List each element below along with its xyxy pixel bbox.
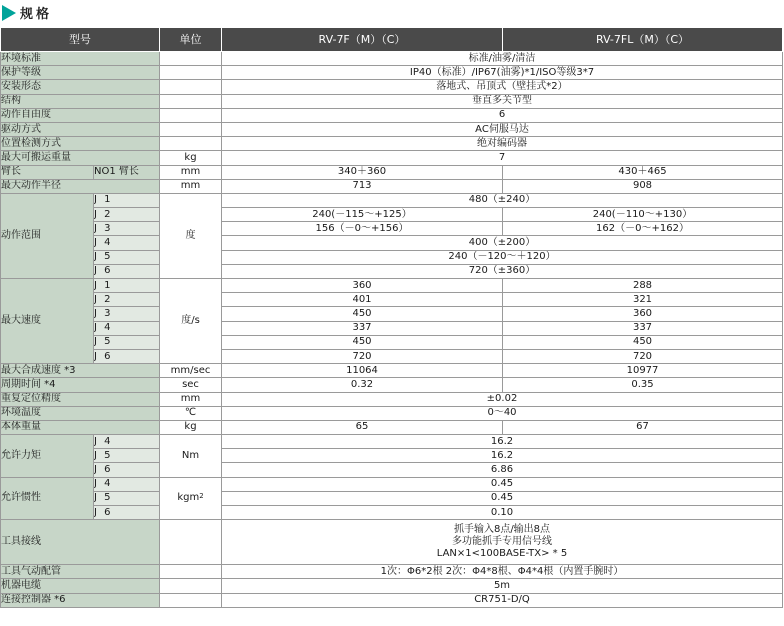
joint-label: J 4 [94,321,160,335]
wiring-line: 多功能抓手专用信号线 [452,536,552,548]
row-value-col1: 65 [222,420,503,434]
row-value: 垂直多关节型 [222,94,783,108]
row-label: 环境温度 [1,406,160,420]
row-label: 结构 [1,94,160,108]
joint-label: J 6 [94,264,160,278]
row-unit [160,579,222,593]
header-unit: 单位 [160,28,222,52]
row-value: ±0.02 [222,392,783,406]
header-model: 型号 [1,28,160,52]
row-unit [160,122,222,136]
row-value-col1: 11064 [222,364,503,378]
row-value: IP40（标准）/IP67(油雾)*1/ISO等级3*7 [222,66,783,80]
row-unit [160,94,222,108]
table-row [1,335,783,349]
joint-label: J 4 [94,236,160,250]
joint-label: J 6 [94,506,160,520]
section-title-bar [0,0,784,26]
table-row [1,307,783,321]
row-unit: sec [160,378,222,392]
row-value-col1: 340＋360 [222,165,503,179]
group-unit: Nm [160,435,222,478]
table-row [1,349,783,363]
group-unit: 度/s [160,279,222,364]
row-unit: kg [160,151,222,165]
row-value: 16.2 [222,449,783,463]
row-unit [160,108,222,122]
joint-label: J 5 [94,449,160,463]
table-row [1,406,783,420]
row-value-col2: 288 [503,279,783,293]
table-row [1,94,783,108]
group-label-allowable-moment: 允许力矩 [1,435,94,478]
table-row [1,293,783,307]
group-label-motion-range: 动作范围 [1,193,94,278]
joint-label: J 5 [94,491,160,505]
table-row [1,80,783,94]
table-row [1,520,783,565]
row-value: 16.2 [222,435,783,449]
row-unit [160,565,222,579]
table-row [1,137,783,151]
row-label: 最大可搬运重量 [1,151,160,165]
row-value-col1: 450 [222,307,503,321]
row-label: 本体重量 [1,420,160,434]
joint-label: J 3 [94,307,160,321]
row-value-col2: 908 [503,179,783,193]
table-row [1,477,783,491]
row-value-col2: 450 [503,335,783,349]
row-value: CR751-D/Q [222,593,783,607]
table-row [1,579,783,593]
group-unit: 度 [160,193,222,278]
table-row [1,321,783,335]
row-label: 机器电缆 [1,579,160,593]
row-value-col2: 240(－110～+130） [503,208,783,222]
row-value-col1: 156（－0～+156） [222,222,503,236]
row-value-col2: 720 [503,349,783,363]
row-value-col2: 360 [503,307,783,321]
row-value-col2: 430＋465 [503,165,783,179]
row-value: 1次：Φ6*2根 2次：Φ4*8根、Φ4*4根（内置手腕时） [222,565,783,579]
row-value: 6.86 [222,463,783,477]
joint-label: J 2 [94,293,160,307]
table-row [1,378,783,392]
row-label: 最大动作半径 [1,179,160,193]
joint-label: J 4 [94,435,160,449]
row-value-col1: 720 [222,349,503,363]
row-value-col1: 450 [222,335,503,349]
row-value-col2: 321 [503,293,783,307]
joint-label: J 2 [94,208,160,222]
table-row [1,435,783,449]
row-unit [160,520,222,565]
row-value-col2: 162（－0～+162） [503,222,783,236]
row-unit: ℃ [160,406,222,420]
joint-label: J 1 [94,279,160,293]
row-value-col2: 10977 [503,364,783,378]
table-row [1,52,783,66]
table-row [1,565,783,579]
joint-label: J 5 [94,250,160,264]
table-header-row [1,28,783,52]
row-label: 连接控制器 *6 [1,593,160,607]
row-value: 400（±200） [222,236,783,250]
row-label: 位置检测方式 [1,137,160,151]
row-unit: mm [160,179,222,193]
row-value: 标准/油雾/清洁 [222,52,783,66]
row-unit [160,66,222,80]
row-label: 臂长 [1,165,94,179]
joint-label: J 6 [94,463,160,477]
row-unit [160,52,222,66]
row-label: 最大合成速度 *3 [1,364,160,378]
wiring-line: 抓手输入8点/输出8点 [453,524,551,536]
row-label: 保护等级 [1,66,160,80]
row-unit [160,80,222,94]
table-row [1,420,783,434]
row-unit: mm [160,165,222,179]
row-value-col1: 360 [222,279,503,293]
header-col1: RV-7F（M）（C） [222,28,503,52]
row-value: 绝对编码器 [222,137,783,151]
row-value-col2: 67 [503,420,783,434]
joint-label: J 6 [94,349,160,363]
unit-superscript: 2 [199,492,204,501]
row-value-col1: 0.32 [222,378,503,392]
table-row [1,491,783,505]
row-label: 驱动方式 [1,122,160,136]
table-row [1,165,783,179]
header-col2: RV-7FL（M）（C） [503,28,783,52]
table-row [1,593,783,607]
row-sublabel: NO1 臂长 [94,165,160,179]
joint-label: J 3 [94,222,160,236]
table-row [1,392,783,406]
row-value: 480（±240） [222,193,783,207]
row-value: 0～40 [222,406,783,420]
table-row [1,179,783,193]
row-label: 安装形态 [1,80,160,94]
table-row [1,279,783,293]
row-value: 5m [222,579,783,593]
play-arrow-icon [2,5,16,21]
row-label: 环境标准 [1,52,160,66]
group-label-max-speed: 最大速度 [1,279,94,364]
row-unit: kg [160,420,222,434]
table-row [1,208,783,222]
row-label: 工具气动配管 [1,565,160,579]
table-row [1,364,783,378]
row-unit [160,137,222,151]
table-row [1,122,783,136]
row-label: 动作自由度 [1,108,160,122]
row-value: 0.45 [222,477,783,491]
row-value-col2: 0.35 [503,378,783,392]
row-value: AC伺服马达 [222,122,783,136]
spec-table [0,27,783,608]
row-value: 7 [222,151,783,165]
row-value-col1: 401 [222,293,503,307]
joint-label: J 1 [94,193,160,207]
row-value: 6 [222,108,783,122]
row-unit [160,593,222,607]
row-label: 重复定位精度 [1,392,160,406]
joint-label: J 4 [94,477,160,491]
wiring-line: LAN×1<100BASE-TX> * 5 [436,548,568,560]
row-value-col1: 337 [222,321,503,335]
table-row [1,506,783,520]
table-row [1,264,783,278]
row-label: 周期时间 *4 [1,378,160,392]
row-value: 240（－120～＋120） [222,250,783,264]
table-row [1,463,783,477]
row-value-col2: 337 [503,321,783,335]
table-row [1,66,783,80]
table-row [1,151,783,165]
table-row [1,193,783,207]
row-unit: mm [160,392,222,406]
row-value: 0.45 [222,491,783,505]
row-unit: mm/sec [160,364,222,378]
table-row [1,108,783,122]
section-title: 规格 [20,7,53,22]
table-row [1,222,783,236]
row-value: 落地式、吊顶式（壁挂式*2） [222,80,783,94]
row-value-col1: 713 [222,179,503,193]
row-value: 0.10 [222,506,783,520]
unit-text: kgm [177,492,200,504]
row-value: 720（±360） [222,264,783,278]
joint-label: J 5 [94,335,160,349]
table-row [1,250,783,264]
group-label-allowable-inertia: 允许惯性 [1,477,94,520]
row-value-col1: 240(－115～+125） [222,208,503,222]
table-row [1,236,783,250]
row-label: 工具接线 [1,520,160,565]
row-value-multiline [222,520,783,565]
group-unit [160,477,222,520]
table-row [1,449,783,463]
